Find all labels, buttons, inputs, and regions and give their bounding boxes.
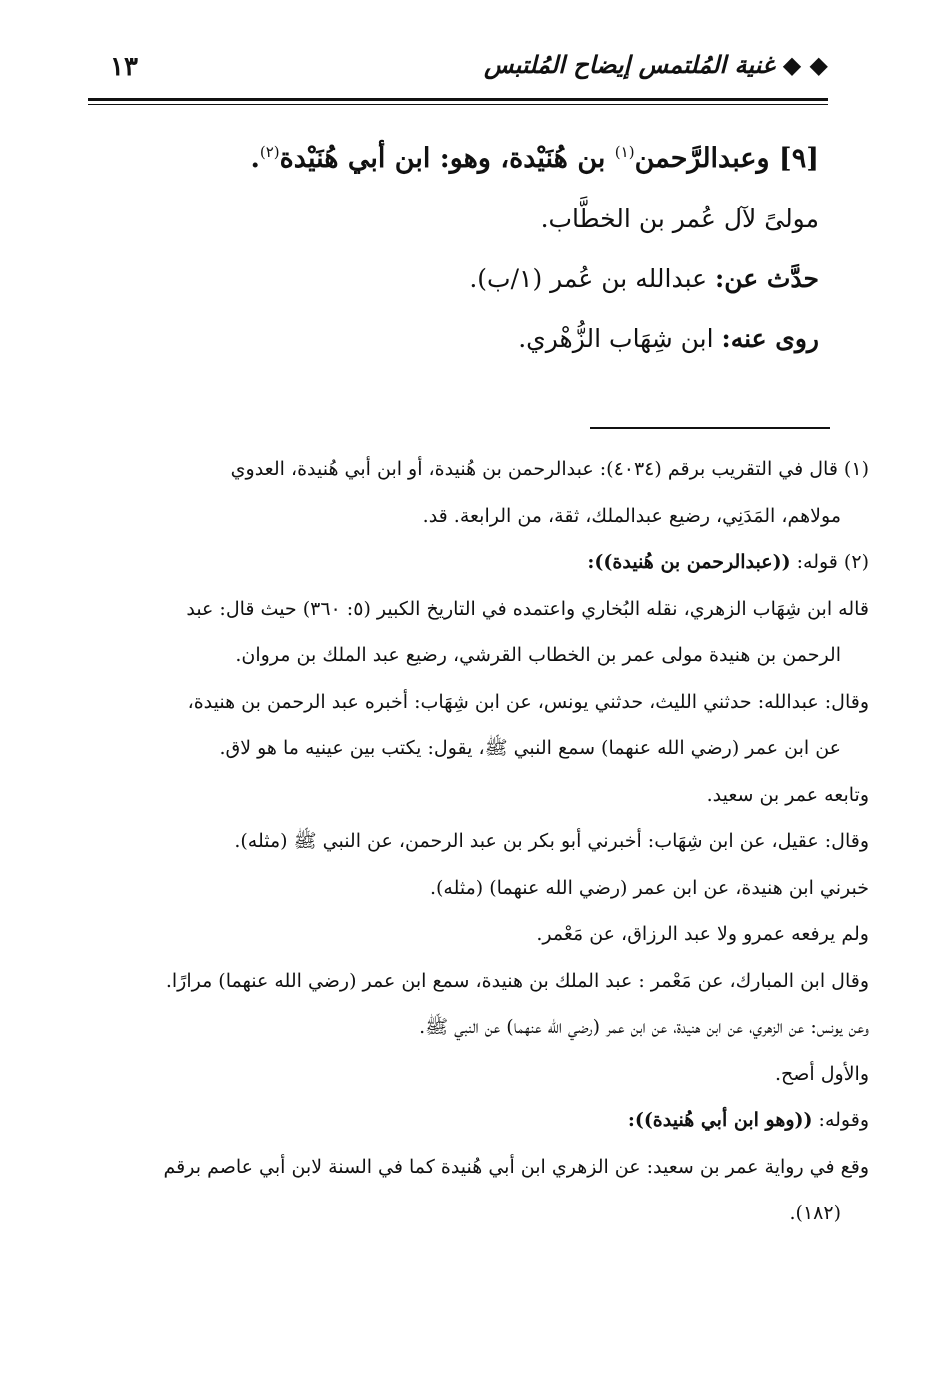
- footnote-separator: [590, 427, 830, 429]
- footnote-2-line-12: وقع في رواية عمر بن سعيد: عن الزهري ابن أبي هُنيدة كما في السنة لابن أبي عاصم برقم: [163, 1155, 869, 1178]
- entry-name-cont: بن هُنَيْدة، وهو: ابن أبي هُنَيْدة: [279, 143, 615, 174]
- footnote-2-line-2: الرحمن بن هنيدة مولى عمر بن الخطاب القرشي، رضيع عبد الملك بن مروان.: [235, 644, 841, 666]
- biography-entry: [119, 122, 819, 369]
- footnote-2-line-3: وقال: عبدالله: حدثني الليث، حدثني يونس، عن ابن شِهَاب: أخبره عبد الرحمن بن هنيدة،: [187, 690, 869, 713]
- footnote-2-intro-prefix: (٢) قوله:: [790, 551, 869, 573]
- footnote-2-line-4: عن ابن عمر (رضي الله عنهما) سمع النبي ﷺ، يقول: يكتب بين عينيه ما هو لاق.: [219, 737, 841, 759]
- footnote-2-intro: [79, 539, 869, 586]
- entry-name: [٩] وعبدالرَّحمن: [634, 143, 819, 174]
- footnote-2-intro-quote: ((عبدالرحمن بن هُنيدة)):: [587, 551, 791, 573]
- footnote-2-line-6: وقال: عقيل، عن ابن شِهَاب: أخبرني أبو بكر بن عبد الرحمن، عن النبي ﷺ (مثله).: [234, 830, 869, 852]
- footnote-2-line-8: ولم يرفعه عمرو ولا عبد الرزاق، عن مَعْمر.: [536, 923, 869, 945]
- footnote-1-line-1: (١) قال في التقريب برقم (٤٠٣٤): عبدالرحمن بن هُنيدة، أو ابن أبي هُنيدة، العدوي: [230, 458, 869, 480]
- footnote-ref-1: (١): [614, 143, 635, 161]
- footnote-2-line-7: خبرني ابن هنيدة، عن ابن عمر (رضي الله عنهما) (مثله).: [429, 876, 869, 899]
- footnote-2-line-9: وقال ابن المبارك، عن مَعْمر : عبد الملك بن هنيدة، سمع ابن عمر (رضي الله عنهما) مرارًا.: [165, 969, 869, 992]
- haddatha-value: عبدالله بن عُمر (١/ب).: [469, 264, 715, 293]
- footnote-2-line-11: والأول أصح.: [774, 1062, 869, 1085]
- footnote-2-second-quote: [79, 1097, 869, 1144]
- rawa-label: روى عنه:: [721, 324, 819, 353]
- page-header: [88, 40, 828, 96]
- footnotes: [79, 446, 869, 1237]
- entry-heading-end: .: [250, 143, 260, 174]
- footnote-2-line-5: وتابعه عمر بن سعيد.: [706, 783, 869, 806]
- page-number: ١٣: [110, 52, 138, 82]
- haddatha-label: حدَّث عن:: [715, 264, 819, 293]
- entry-heading: [119, 122, 819, 189]
- entry-haddatha: [119, 249, 819, 309]
- footnote-2-second-quote-text: ((وهو ابن أبي هُنيدة)):: [627, 1109, 813, 1131]
- footnote-2-line-1: قاله ابن شِهَاب الزهري، نقله البُخاري واعتمده في التاريخ الكبير (٥: ٣٦٠) حيث قال: عبد: [186, 597, 869, 620]
- footnote-2-line-13: (١٨٢).: [789, 1202, 841, 1224]
- footnote-2-second-quote-prefix: وقوله:: [812, 1109, 869, 1131]
- entry-rawa: [119, 309, 819, 369]
- header-rule-thin: [88, 104, 828, 105]
- running-title: ◆ ◆ غنية المُلتمس إيضاح المُلتبس: [484, 50, 828, 79]
- footnote-ref-2: (٢): [259, 143, 280, 161]
- header-rule-thick: [88, 98, 828, 101]
- entry-mawla: مولىً لآل عُمر بن الخطَّاب.: [540, 204, 819, 233]
- rawa-value: ابن شِهَاب الزُّهْري.: [518, 324, 722, 353]
- footnote-2-line-10: وعن يونس: عن الزهري، عن ابن هنيدة، عن ابن عمر (رضي الله عنهما) عن النبي ﷺ.: [419, 1016, 869, 1038]
- footnote-1-line-2: مولاهم، المَدَنِي، رضيع عبدالملك، ثقة، من الرابعة. قد.: [422, 504, 841, 527]
